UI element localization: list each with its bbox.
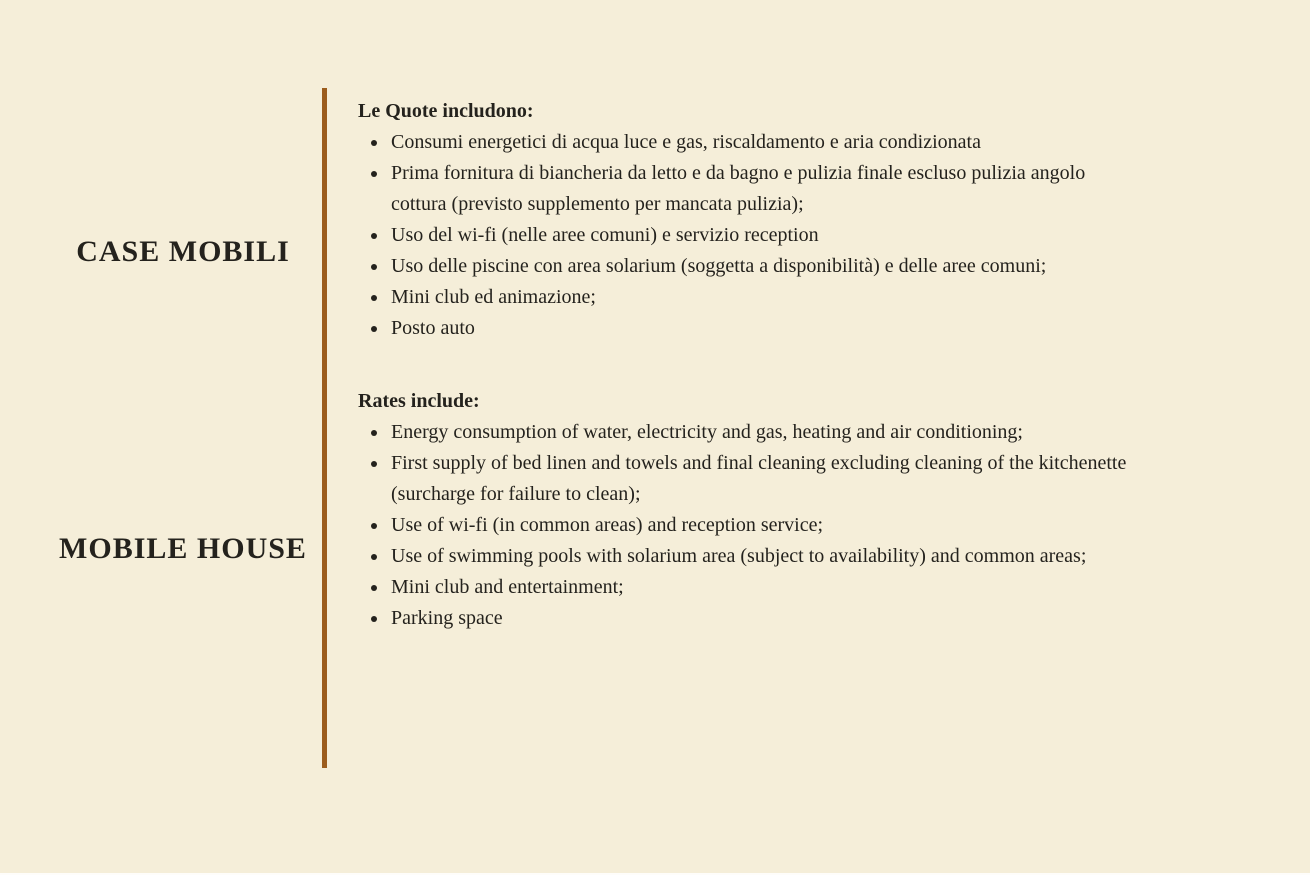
heading-case-mobili: CASE MOBILI [76, 235, 290, 268]
bullet-item: Use of wi-fi (in common areas) and reception service; [391, 510, 1128, 541]
content-area [358, 96, 1153, 634]
bullet-list-english [358, 417, 1128, 634]
bullet-item: Mini club ed animazione; [391, 282, 1128, 313]
section-english-rates [358, 386, 1153, 634]
bullet-item: Consumi energetici di acqua luce e gas, riscaldamento e aria condizionata [391, 127, 1128, 158]
vertical-divider [322, 88, 327, 768]
bullet-item: Energy consumption of water, electricity and gas, heating and air conditioning; [391, 417, 1128, 448]
section-heading-italian: Le Quote includono: [358, 100, 534, 122]
bullet-item: Use of swimming pools with solarium area (subject to availability) and common areas; [391, 541, 1128, 572]
bullet-item: Posto auto [391, 313, 1128, 344]
bullet-item: Prima fornitura di biancheria da letto e da bagno e pulizia finale escluso pulizia angolo cottura (previsto supplemento per mancata pulizia); [391, 158, 1128, 220]
bullet-item: First supply of bed linen and towels and final cleaning excluding cleaning of the kitchenette (surcharge for failure to clean); [391, 448, 1128, 510]
bullet-item: Uso del wi-fi (nelle aree comuni) e servizio reception [391, 220, 1128, 251]
bullet-list-italian [358, 127, 1128, 344]
bullet-item: Uso delle piscine con area solarium (soggetta a disponibilità) e delle aree comuni; [391, 251, 1128, 282]
bullet-item: Parking space [391, 603, 1128, 634]
section-heading-english: Rates include: [358, 390, 480, 412]
section-italian-rates [358, 96, 1153, 344]
bullet-item: Mini club and entertainment; [391, 572, 1128, 603]
heading-mobile-house: MOBILE HOUSE [59, 532, 307, 565]
